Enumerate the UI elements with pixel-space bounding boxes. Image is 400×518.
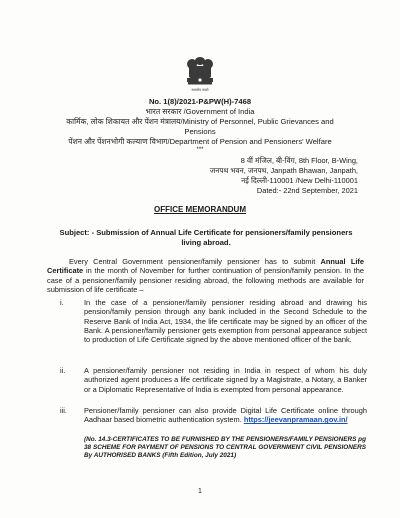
address-line-2: जनपथ भवन, जनपथ, Janpath Bhawan, Janpath,	[209, 166, 358, 175]
list-item-number: iii.	[60, 406, 67, 415]
reference-note: (No. 14.3-CERTIFICATES TO BE FURNISHED BY THE PENSIONERS/FAMILY PENSIONERS pg 38 SCHEME FOR PAYMENT OF PENSIONS TO CENTRAL GOVERNMENT CIVIL PENSIONERS By AUTHORISED BANKS (Fifth Edition, July 2021)	[84, 436, 366, 460]
intro-paragraph	[47, 257, 364, 294]
separator-stars: ***	[196, 147, 204, 153]
intro-text-1: Every Central Government pensioner/family pensioner has to submit	[69, 257, 321, 266]
ministry-line-1: कार्मिक, लोक शिकायत और पेंशन मंत्रालय/Ministry of Personnel, Public Grievances and	[66, 117, 334, 126]
list-item-text: A pensioner/family pensioner not residing in India in respect of whom his duly authorized agent produces a life certificate signed by a Magistrate, a Notary, a Banker or a Diplomatic Representative of India is exempted from personal appearance.	[84, 366, 367, 394]
file-number: No. 1(8)/2021-P&PW(H)-7468	[148, 97, 252, 106]
subject-heading	[46, 228, 366, 247]
emblem-caption: सत्यमेव जयते	[191, 88, 209, 92]
list-item-number: i.	[60, 298, 64, 307]
list-item-number: ii.	[60, 366, 66, 375]
national-emblem-icon	[180, 53, 220, 93]
ministry-line-2: Pensions	[184, 127, 216, 136]
memo-title: OFFICE MEMORANDUM	[154, 205, 246, 214]
jeevan-pramaan-link[interactable]: https://jeevanpramaan.gov.in/	[243, 415, 348, 425]
intro-text-2: in the month of November for further continuation of pension/family pension. In the case of a pensioner/family pensioner residing abroad, the following methods are available for submission of life certificate –	[47, 266, 364, 294]
page-number: 1	[198, 488, 202, 495]
government-line: भारत सरकार /Government of India	[145, 107, 255, 116]
department-line: पेंशन और पेंशनभोगी कल्याण विभाग/Department of Pension and Pensioners' Welfare	[68, 137, 332, 146]
intro-bold-text: Annual Life Certificate	[47, 257, 364, 276]
list-item-body: Pensioner/family pensioner can also provide Digital Life Certificate online through Aadhaar based biometric authentication system.	[84, 406, 367, 425]
address-line-3: नई दिल्ली-110001 /New Delhi-110001	[241, 176, 358, 185]
memo-date: Dated:- 22nd September, 2021	[256, 186, 358, 195]
address-line-1: 8 वीं मंजिल, बी-विंग, 8th Floor, B-Wing,	[240, 156, 358, 165]
list-item-text	[84, 406, 367, 425]
subject-line-1: Subject: - Submission of Annual Life Certificate for pensioners/family pensioners	[59, 228, 353, 237]
subject-line-2: living abroad.	[181, 237, 231, 247]
list-item-text: In the case of a pensioner/family pensioner residing abroad and drawing his pension/family pension through any bank included in the Second Schedule to the Reserve Bank of India Act, 1934, the life certificate may be signed by an officer of the Bank. A pensioner/family pensioner gets exemption from personal appearance subject to production of Life Certificate signed by the above mentioned officer of the bank.	[84, 298, 367, 345]
